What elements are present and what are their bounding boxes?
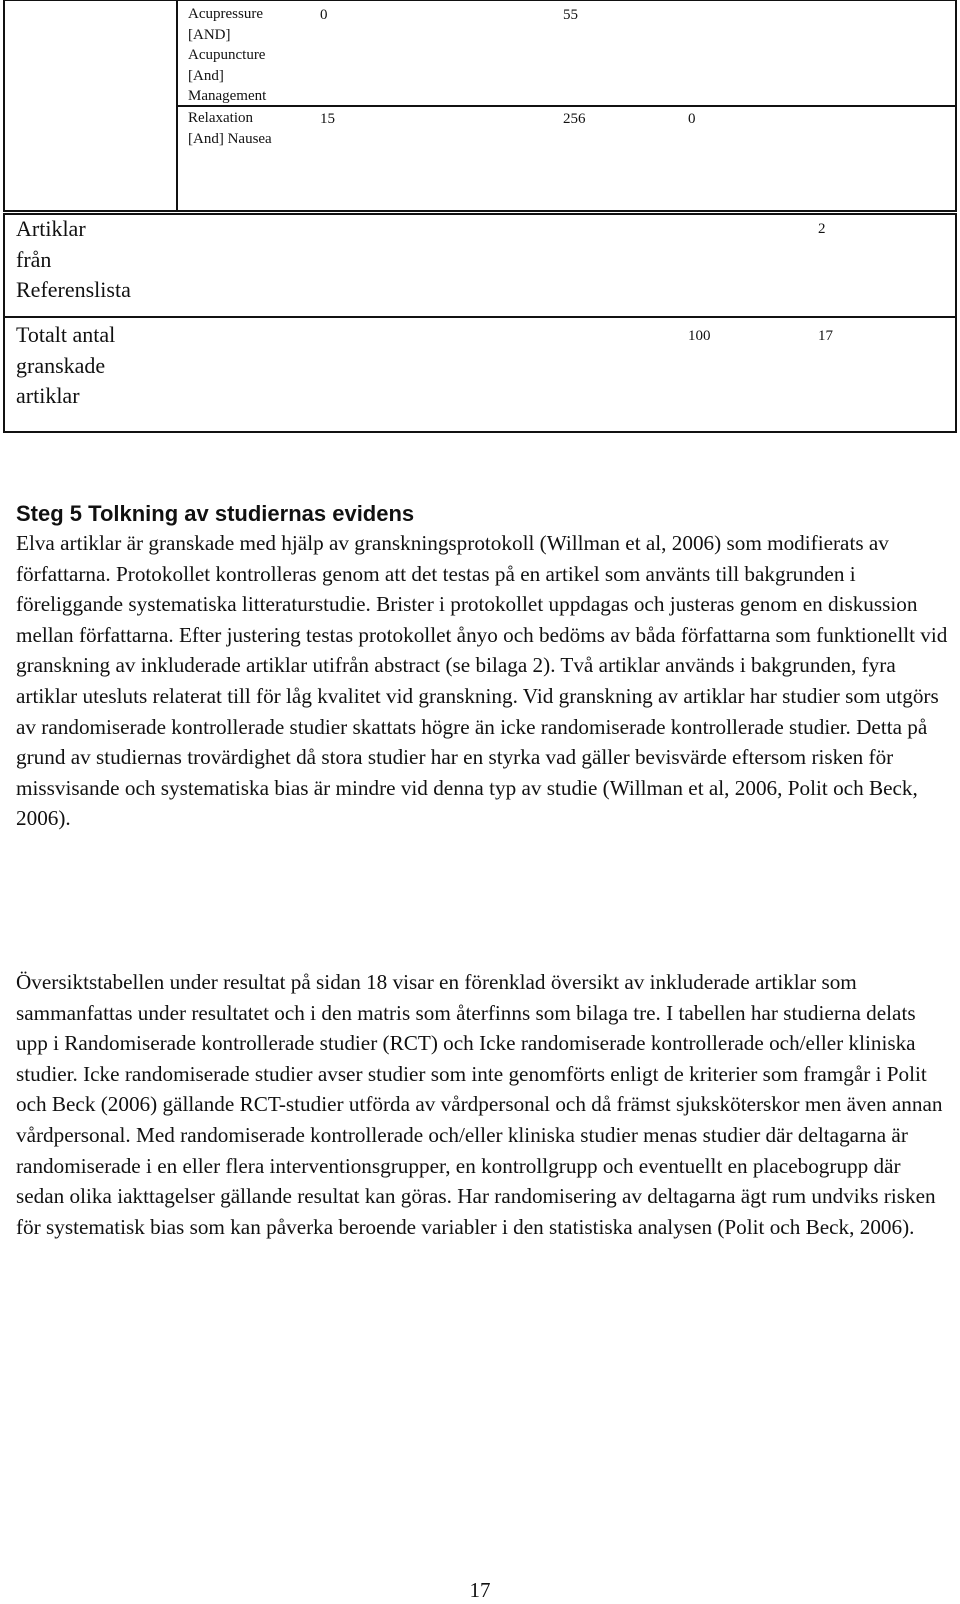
label-line: Artiklar [16,216,86,241]
summary-label [16,320,186,412]
term-line: Management [188,88,267,104]
label-line: artiklar [16,383,80,408]
table-cell: 2 [818,221,826,237]
table-cell: 0 [688,111,696,127]
term-line: [AND] [188,26,231,43]
table-cell: 0 [320,7,328,23]
term-line: [And] [188,67,224,84]
section-heading: Steg 5 Tolkning av studiernas evidens [16,501,415,526]
table-row-term [188,108,298,149]
table-cell: 15 [320,111,335,127]
term-line: Acupuncture [188,47,266,63]
table-cell: 55 [563,7,578,23]
table-cell: 256 [563,111,586,127]
label-line: Referenslista [16,277,131,302]
term-line: [And] Nausea [188,130,272,147]
table-cell: 100 [688,328,711,344]
body-paragraph: Elva artiklar är granskade med hjälp av granskningsprotokoll (Willman et al, 2006) som modifierats av författarna. Protokollet kontrolleras genom att det testas på en artikel som använts till bakgrunden i föreliggande systematiska litteraturstudie. Brister i protokollet uppdagas och justeras genom en diskussion mellan författarna. Efter justering testas protokollet ånyo och bedöms av båda författarna som funktionellt vid granskning av inkluderade artiklar utifrån abstract (se bilaga 2). Två artiklar används i bakgrunden, fyra artiklar utesluts relaterat till för låg kvalitet vid granskning. Vid granskning av artiklar har studier som utgörs av randomiserade kontrollerade studier skattats högre än icke randomiserade kontrollerade studier. Detta på grund av studiernas trovärdighet då stora studier har en styrka vad gäller bevisvärde eftersom risken för missvisande och systematiska bias är mindre vid denna typ av studie (Willman et al, 2006, Polit och Beck, 2006). [16,531,948,831]
body-paragraph: Översiktstabellen under resultat på sidan 18 visar en förenklad översikt av inkluderade artiklar som sammanfattas under resultatet och i den matris som återfinns som bilaga tre. I tabellen har studierna delats upp i Randomiserade kontrollerade studier (RCT) och Icke randomiserade kontrollerade och/eller kliniska studier. Icke randomiserade studier avser studier som inte genomförts enligt de kriterier som framgår i Polit och Beck (2006) gällande RCT-studier utförda av vårdpersonal och då främst sjuksköterskor men även annan vårdpersonal. Med randomiserade kontrollerade och/eller kliniska studier menas studier där deltagarna är randomiserade i en eller flera interventionsgrupper, en kontrollgrupp och eventuellt en placebogrupp där sedan olika iakttagelser gällande resultat kan göras. Har randomisering av deltagarna ägt rum undviks risken för systematisk bias som kan påverka beroende variabler i den statistiska analysen (Polit och Beck, 2006). [16,970,943,1239]
table-row-term [188,4,298,107]
table-cell: 17 [818,328,833,344]
term-line: Acupressure [188,6,263,22]
label-line: Totalt antal [16,322,116,347]
label-line: granskade [16,352,106,378]
label-line: från [16,246,52,272]
table-divider [3,316,957,318]
summary-label [16,214,186,306]
term-line: Relaxation [188,110,253,126]
page-number: 17 [469,1578,491,1602]
